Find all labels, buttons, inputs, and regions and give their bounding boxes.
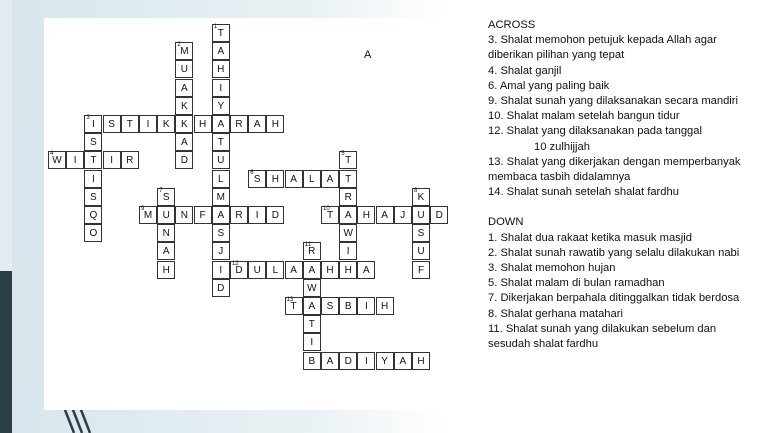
cell-letter: U xyxy=(180,64,188,76)
cell-letter: N xyxy=(162,228,170,240)
clue-number: 5 xyxy=(341,151,345,158)
crossword-cell xyxy=(175,115,193,133)
crossword-cell xyxy=(212,224,230,242)
crossword-cell xyxy=(175,206,193,224)
crossword-cell xyxy=(357,261,375,279)
cell-letter: A xyxy=(181,137,188,149)
crossword-cell xyxy=(157,206,175,224)
cell-letter: A xyxy=(217,119,225,130)
crossword-cell xyxy=(84,133,102,151)
crossword-cell xyxy=(230,206,248,224)
crossword-cell xyxy=(84,151,102,169)
cell-letter: T xyxy=(126,119,133,130)
crossword-cell xyxy=(303,242,321,260)
clue-across: 3. Shalat memohon petujuk kepada Allah agar diberikan pilihan yang tepat xyxy=(488,34,717,62)
clue-down: 7. Dikerjakan berpahala ditinggalkan tidak berdosa xyxy=(488,292,740,305)
cell-letter: A xyxy=(290,264,297,276)
crossword-cell xyxy=(157,188,175,206)
crossword-cell xyxy=(139,206,157,224)
clue-number: 2 xyxy=(177,42,181,49)
cell-letter: B xyxy=(344,301,352,312)
crossword-cell xyxy=(212,206,230,224)
crossword-cell xyxy=(212,170,230,188)
cell-letter: K xyxy=(162,119,170,130)
cell-letter: U xyxy=(417,210,425,221)
crossword-cell xyxy=(212,42,230,60)
cell-letter: N xyxy=(180,210,188,221)
crossword-cell xyxy=(303,279,321,297)
crossword-cell xyxy=(212,188,230,206)
clue-number: 11 xyxy=(304,242,312,249)
clue-number: 9 xyxy=(141,206,145,212)
cell-letter: T xyxy=(90,155,97,167)
clue-number: 3 xyxy=(86,115,90,121)
cell-letter: L xyxy=(309,173,315,185)
stray-letter: A xyxy=(364,49,372,61)
crossword-cell xyxy=(339,352,357,370)
cell-letter: B xyxy=(308,355,316,367)
crossword-cell xyxy=(230,261,248,279)
crossword-cell xyxy=(103,115,121,133)
crossword-cell xyxy=(84,115,102,133)
clue-across: 14. Shalat sunah setelah shalat fardhu xyxy=(488,186,679,199)
cell-letter: A xyxy=(181,82,188,94)
crossword-cell xyxy=(212,261,230,279)
cell-letter: U xyxy=(253,264,261,276)
crossword-cell xyxy=(339,151,357,169)
cell-letter: S xyxy=(90,191,97,203)
cell-letter: S xyxy=(108,119,115,130)
crossword-cell xyxy=(103,151,121,169)
cell-letter: A xyxy=(326,173,334,185)
cell-letter: T xyxy=(345,155,352,167)
crossword-cell xyxy=(212,133,230,151)
crossword-cell xyxy=(339,188,357,206)
cell-letter: D xyxy=(271,210,279,221)
cell-letter: U xyxy=(417,246,425,258)
crossword-cell xyxy=(303,352,321,370)
cell-letter: T xyxy=(345,173,352,185)
crossword-cell xyxy=(212,97,230,115)
crossword-cell xyxy=(376,206,394,224)
cell-letter: S xyxy=(162,191,170,203)
across-clues xyxy=(488,33,760,200)
crossword-cell xyxy=(175,151,193,169)
crossword-cell xyxy=(339,206,357,224)
crossword-panel xyxy=(44,18,452,410)
crossword-cell xyxy=(303,297,321,315)
clue-number: 1 xyxy=(213,24,218,30)
cell-letter: L xyxy=(218,173,224,185)
cell-letter: H xyxy=(271,173,279,185)
crossword-cell xyxy=(266,115,284,133)
cell-letter: I xyxy=(219,82,223,94)
cell-letter: A xyxy=(290,173,297,185)
cell-letter: S xyxy=(253,173,261,185)
cell-letter: S xyxy=(90,137,97,149)
clue-spacer xyxy=(488,200,760,215)
crossword-cell xyxy=(412,188,430,206)
cell-letter: D xyxy=(217,282,225,294)
crossword-cell xyxy=(248,170,266,188)
cell-letter: H xyxy=(380,301,389,312)
crossword-cell xyxy=(212,79,230,97)
crossword-cell xyxy=(139,115,157,133)
cell-letter: R xyxy=(235,119,243,130)
crossword-cell xyxy=(285,297,303,315)
cell-letter: A xyxy=(308,301,316,312)
cell-letter: I xyxy=(255,210,259,221)
crossword-cell xyxy=(339,297,357,315)
crossword-cell xyxy=(412,352,430,370)
clue-number: 4 xyxy=(50,151,54,158)
cell-letter: D xyxy=(235,264,243,276)
crossword-cell xyxy=(175,97,193,115)
crossword-cell xyxy=(321,170,339,188)
crossword-cell xyxy=(412,242,430,260)
clue-number: 8 xyxy=(414,187,418,194)
crossword-cell xyxy=(285,261,303,279)
cell-letter: I xyxy=(310,337,314,349)
cell-letter: H xyxy=(217,64,225,76)
cell-letter: Y xyxy=(381,355,388,367)
clue-down: 2. Shalat sunah rawatib yang selalu dilakukan nabi xyxy=(488,246,740,259)
crossword-cell xyxy=(321,206,339,224)
cell-letter: T xyxy=(308,319,315,331)
cell-letter: R xyxy=(344,191,352,203)
cell-letter: Y xyxy=(217,100,225,112)
clue-across: 13. Shalat yang dikerjakan dengan memperbanyak membaca tasbih didalamnya xyxy=(488,155,741,184)
cell-letter: H xyxy=(417,355,425,367)
cell-letter: W xyxy=(343,228,353,240)
cell-letter: M xyxy=(180,46,189,58)
clue-number: 12 xyxy=(232,260,239,267)
down-clues xyxy=(488,231,760,353)
clue-across: 4. Shalat ganjil xyxy=(488,64,562,77)
crossword-cell xyxy=(175,133,193,151)
cell-letter: K xyxy=(417,191,425,203)
crossword-cell xyxy=(194,115,212,133)
cell-letter: I xyxy=(365,301,368,312)
cell-letter: H xyxy=(344,264,352,276)
crossword-cell xyxy=(266,261,284,279)
cell-letter: A xyxy=(217,46,225,58)
cell-letter: R xyxy=(126,155,134,167)
across-heading: ACROSS xyxy=(488,19,536,31)
clue-down: 5. Shalat malam di bulan ramadhan xyxy=(488,277,665,290)
cell-letter: H xyxy=(271,119,279,130)
crossword-cell xyxy=(412,224,430,242)
cell-letter: I xyxy=(219,264,223,276)
cell-letter: T xyxy=(290,301,297,312)
clue-down: 1. Shalat dua rakaat ketika masuk masjid xyxy=(488,231,692,244)
crossword-cell xyxy=(212,151,230,169)
cell-letter: K xyxy=(181,100,188,112)
crossword-cell xyxy=(84,188,102,206)
cell-letter: F xyxy=(199,210,206,221)
clues-panel xyxy=(488,18,760,352)
crossword-cell xyxy=(339,170,357,188)
cell-letter: O xyxy=(89,228,98,240)
cell-letter: J xyxy=(218,246,224,258)
crossword-cell xyxy=(84,170,102,188)
cell-letter: H xyxy=(198,119,207,130)
crossword-cell xyxy=(212,115,230,133)
crossword-cell xyxy=(84,224,102,242)
cell-letter: S xyxy=(217,228,225,240)
clue-down: 11. Shalat sunah yang dilakukan sebelum dan sesudah shalat fardhu xyxy=(488,322,717,351)
cell-letter: A xyxy=(326,355,334,367)
crossword-cell xyxy=(175,60,193,78)
clue-number: 10 xyxy=(323,206,330,212)
clue-number: 6 xyxy=(250,169,254,176)
cell-letter: M xyxy=(143,210,153,221)
clue-down: 3. Shalat memohon hujan xyxy=(488,262,616,275)
crossword-cell xyxy=(175,42,193,60)
cell-letter: L xyxy=(272,264,279,276)
cell-letter: T xyxy=(217,137,224,149)
crossword-cell xyxy=(394,352,412,370)
cell-letter: H xyxy=(362,210,370,221)
crossword-cell xyxy=(121,115,139,133)
crossword-cell xyxy=(412,261,430,279)
crossword-cell xyxy=(157,261,175,279)
cell-letter: S xyxy=(326,301,334,312)
crossword-cell xyxy=(339,242,357,260)
crossword-cell xyxy=(84,206,102,224)
cell-letter: A xyxy=(217,210,225,221)
cell-letter: U xyxy=(217,155,225,167)
crossword-cell xyxy=(412,206,430,224)
cell-letter: S xyxy=(417,228,425,240)
crossword-cell xyxy=(157,242,175,260)
crossword-cell xyxy=(303,170,321,188)
cell-letter: J xyxy=(400,210,406,221)
clue-number: 13 xyxy=(286,297,294,303)
clue-across: 6. Amal yang paling baik xyxy=(488,79,610,92)
cell-letter: R xyxy=(308,246,316,258)
crossword-cell xyxy=(285,170,303,188)
cell-letter: I xyxy=(146,119,150,130)
cell-letter: H xyxy=(162,264,170,276)
cell-letter: W xyxy=(52,155,62,167)
crossword-cell xyxy=(303,315,321,333)
crossword-cell xyxy=(175,79,193,97)
cell-letter: A xyxy=(308,264,316,276)
cell-letter: U xyxy=(162,210,170,221)
crossword-cell xyxy=(321,261,339,279)
cell-letter: I xyxy=(365,355,368,367)
crossword-cell xyxy=(66,151,84,169)
crossword-cell xyxy=(339,261,357,279)
crossword-cell xyxy=(248,206,266,224)
crossword-cell xyxy=(248,115,266,133)
crossword-cell xyxy=(121,151,139,169)
crossword-cell xyxy=(230,115,248,133)
clue-across: 10. Shalat malam setelah bangun tidur xyxy=(488,110,680,123)
cell-letter: Q xyxy=(89,210,98,221)
clue-down: 8. Shalat gerhana matahari xyxy=(488,307,623,320)
clue-across: 9. Shalat sunah yang dilaksanakan secara mandiri xyxy=(488,95,739,108)
crossword-cell xyxy=(194,206,212,224)
cell-letter: A xyxy=(162,246,170,258)
crossword-cell xyxy=(212,279,230,297)
cell-letter: H xyxy=(326,264,334,276)
cell-letter: A xyxy=(344,210,352,221)
crossword-cell xyxy=(266,206,284,224)
left-dark-bar xyxy=(0,271,12,433)
crossword-cell xyxy=(357,352,375,370)
cell-letter: A xyxy=(253,119,261,130)
crossword-cell xyxy=(321,297,339,315)
crossword-cell xyxy=(376,297,394,315)
cell-letter: R xyxy=(235,210,243,221)
cell-letter: F xyxy=(417,264,425,276)
crossword-cell xyxy=(394,206,412,224)
crossword-cell xyxy=(157,224,175,242)
cell-letter: A xyxy=(363,264,370,276)
crossword-cell xyxy=(357,297,375,315)
clue-across-continued: 10 zulhijjah xyxy=(534,140,590,153)
crossword-cell xyxy=(212,60,230,78)
cell-letter: W xyxy=(307,282,317,294)
crossword-cell xyxy=(321,352,339,370)
cell-letter: I xyxy=(73,155,77,167)
crossword-cell xyxy=(248,261,266,279)
down-heading: DOWN xyxy=(488,216,524,229)
crossword-cell xyxy=(376,352,394,370)
crossword-cell xyxy=(212,242,230,260)
clue-across: 12. Shalat yang dilaksanakan pada tanggal xyxy=(488,125,702,138)
cell-letter: A xyxy=(399,355,407,367)
crossword-cell xyxy=(157,115,175,133)
left-accent-strip xyxy=(0,0,12,271)
cell-letter: I xyxy=(110,155,113,167)
cell-letter: T xyxy=(217,28,224,39)
crossword-cell xyxy=(303,261,321,279)
cell-letter: D xyxy=(344,355,352,367)
cell-letter: I xyxy=(92,173,95,185)
clue-number: 7 xyxy=(159,187,163,194)
cell-letter: D xyxy=(180,155,188,167)
crossword-cell xyxy=(212,24,230,42)
cell-letter: M xyxy=(216,191,225,203)
crossword-cell xyxy=(357,206,375,224)
cell-letter: T xyxy=(326,210,334,221)
crossword-cell xyxy=(430,206,448,224)
crossword-cell xyxy=(48,151,66,169)
cell-letter: I xyxy=(346,246,350,258)
crossword-cell xyxy=(303,333,321,351)
cell-letter: K xyxy=(181,119,188,130)
crossword-cell xyxy=(266,170,284,188)
cell-letter: D xyxy=(435,210,443,221)
crossword-cell xyxy=(339,224,357,242)
cell-letter: I xyxy=(92,119,95,130)
cell-letter: A xyxy=(381,210,388,221)
